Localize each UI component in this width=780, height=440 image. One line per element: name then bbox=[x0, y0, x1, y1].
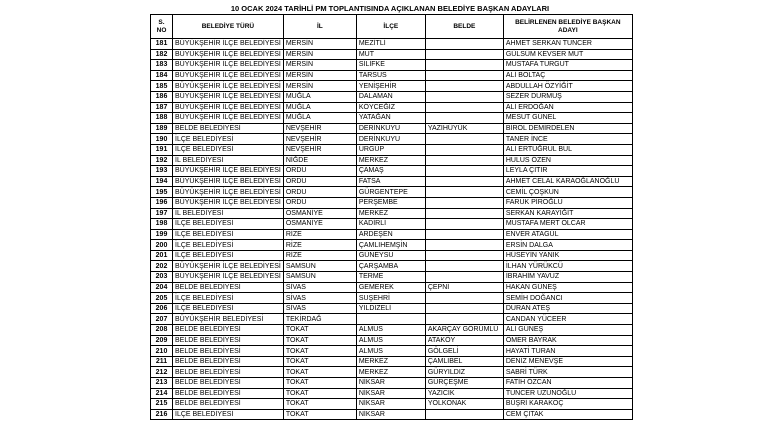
cell-belde: GÜRYILDIZ bbox=[425, 367, 503, 378]
cell-belde bbox=[425, 134, 503, 145]
cell-belde bbox=[425, 272, 503, 283]
cell-ilce: ÇAMLIHEMŞİN bbox=[356, 240, 425, 251]
cell-belde bbox=[425, 49, 503, 60]
cell-no: 204 bbox=[151, 282, 173, 293]
cell-no: 214 bbox=[151, 388, 173, 399]
cell-belde: YAZICIK bbox=[425, 388, 503, 399]
cell-no: 185 bbox=[151, 81, 173, 92]
cell-il: TOKAT bbox=[283, 409, 356, 420]
cell-il: NEVŞEHİR bbox=[283, 134, 356, 145]
cell-belde bbox=[425, 303, 503, 314]
cell-il: SİVAS bbox=[283, 293, 356, 304]
cell-belediye-turu: BÜYÜKŞEHİR İLÇE BELEDİYESİ bbox=[173, 197, 284, 208]
cell-belediye-turu: BÜYÜKŞEHİR İLÇE BELEDİYESİ bbox=[173, 166, 284, 177]
table-row bbox=[151, 409, 633, 420]
cell-il: SİVAS bbox=[283, 303, 356, 314]
cell-no: 213 bbox=[151, 378, 173, 389]
cell-ilce: MUT bbox=[356, 49, 425, 60]
cell-belediye-turu: BELDE BELEDİYESİ bbox=[173, 325, 284, 336]
cell-ilce: MEZİTLİ bbox=[356, 39, 425, 50]
cell-belediye-turu: İLÇE BELEDİYESİ bbox=[173, 409, 284, 420]
cell-ilce: FATSA bbox=[356, 176, 425, 187]
cell-belediye-turu: İLÇE BELEDİYESİ bbox=[173, 134, 284, 145]
cell-no: 197 bbox=[151, 208, 173, 219]
cell-belediye-turu: BELDE BELEDİYESİ bbox=[173, 282, 284, 293]
cell-belediye-turu: BÜYÜKŞEHİR İLÇE BELEDİYESİ bbox=[173, 176, 284, 187]
cell-no: 199 bbox=[151, 229, 173, 240]
cell-belde: GÖLGELİ bbox=[425, 346, 503, 357]
cell-aday: FATİH ÖZCAN bbox=[503, 378, 632, 389]
table-row bbox=[151, 91, 633, 102]
cell-no: 206 bbox=[151, 303, 173, 314]
cell-il: RİZE bbox=[283, 229, 356, 240]
cell-aday: CANDAN YÜCEER bbox=[503, 314, 632, 325]
cell-no: 195 bbox=[151, 187, 173, 198]
cell-aday: AHMET CELAL KARAOĞLANOĞLU bbox=[503, 176, 632, 187]
header-belediye-turu: BELEDİYE TÜRÜ bbox=[173, 15, 284, 39]
cell-belediye-turu: BELDE BELEDİYESİ bbox=[173, 399, 284, 410]
table-row bbox=[151, 134, 633, 145]
cell-ilce: ÇARŞAMBA bbox=[356, 261, 425, 272]
cell-il: TOKAT bbox=[283, 325, 356, 336]
table-row bbox=[151, 155, 633, 166]
cell-belediye-turu: İLÇE BELEDİYESİ bbox=[173, 293, 284, 304]
cell-belde bbox=[425, 91, 503, 102]
cell-il: OSMANİYE bbox=[283, 219, 356, 230]
table-row bbox=[151, 240, 633, 251]
cell-il: SİVAS bbox=[283, 282, 356, 293]
cell-belde bbox=[425, 197, 503, 208]
cell-ilce: ALMUS bbox=[356, 335, 425, 346]
table-row bbox=[151, 102, 633, 113]
cell-ilce: MERKEZ bbox=[356, 155, 425, 166]
cell-belde: ÇAMLIBEL bbox=[425, 356, 503, 367]
cell-il: TOKAT bbox=[283, 335, 356, 346]
cell-no: 181 bbox=[151, 39, 173, 50]
cell-ilce: MERKEZ bbox=[356, 367, 425, 378]
table-row bbox=[151, 378, 633, 389]
cell-aday: SEMİH DOĞANCI bbox=[503, 293, 632, 304]
cell-belediye-turu: BÜYÜKŞEHİR İLÇE BELEDİYESİ bbox=[173, 261, 284, 272]
cell-il: SAMSUN bbox=[283, 261, 356, 272]
cell-no: 187 bbox=[151, 102, 173, 113]
cell-ilce: SİLİFKE bbox=[356, 60, 425, 71]
cell-il: MUĞLA bbox=[283, 91, 356, 102]
cell-il: NİĞDE bbox=[283, 155, 356, 166]
cell-belediye-turu: BELDE BELEDİYESİ bbox=[173, 388, 284, 399]
cell-aday: SABRİ TÜRK bbox=[503, 367, 632, 378]
cell-aday: İLHAN YÜRÜKCÜ bbox=[503, 261, 632, 272]
cell-no: 193 bbox=[151, 166, 173, 177]
cell-aday: MESUT GÜNEL bbox=[503, 113, 632, 124]
cell-ilce: NİKSAR bbox=[356, 399, 425, 410]
cell-aday: ALİ BOLTAÇ bbox=[503, 70, 632, 81]
cell-belediye-turu: BÜYÜKŞEHİR İLÇE BELEDİYESİ bbox=[173, 102, 284, 113]
cell-ilce: NİKSAR bbox=[356, 388, 425, 399]
cell-il: TOKAT bbox=[283, 346, 356, 357]
cell-aday: HAYATİ TURAN bbox=[503, 346, 632, 357]
cell-no: 190 bbox=[151, 134, 173, 145]
cell-no: 194 bbox=[151, 176, 173, 187]
table-row bbox=[151, 166, 633, 177]
cell-ilce: GÜNEYSU bbox=[356, 250, 425, 261]
table-row bbox=[151, 219, 633, 230]
cell-il: OSMANİYE bbox=[283, 208, 356, 219]
cell-no: 210 bbox=[151, 346, 173, 357]
cell-belde: YAZIHÜYÜK bbox=[425, 123, 503, 134]
table-row bbox=[151, 197, 633, 208]
cell-aday: CEM ÇITAK bbox=[503, 409, 632, 420]
cell-ilce: MERKEZ bbox=[356, 356, 425, 367]
cell-belediye-turu: İLÇE BELEDİYESİ bbox=[173, 144, 284, 155]
cell-no: 191 bbox=[151, 144, 173, 155]
cell-belediye-turu: İL BELEDİYESİ bbox=[173, 208, 284, 219]
table-row bbox=[151, 335, 633, 346]
table-row bbox=[151, 399, 633, 410]
cell-belde: ATAKÖY bbox=[425, 335, 503, 346]
cell-no: 209 bbox=[151, 335, 173, 346]
cell-il: MERSİN bbox=[283, 81, 356, 92]
cell-belediye-turu: BELDE BELEDİYESİ bbox=[173, 378, 284, 389]
cell-il: TOKAT bbox=[283, 367, 356, 378]
cell-aday: SEZER DURMUŞ bbox=[503, 91, 632, 102]
cell-ilce: ÜRGÜP bbox=[356, 144, 425, 155]
cell-belde bbox=[425, 144, 503, 155]
cell-ilce: ÇAMAŞ bbox=[356, 166, 425, 177]
cell-ilce: TERME bbox=[356, 272, 425, 283]
table-row bbox=[151, 81, 633, 92]
cell-il: TOKAT bbox=[283, 399, 356, 410]
cell-aday: ENVER ATAGÜL bbox=[503, 229, 632, 240]
cell-belde bbox=[425, 409, 503, 420]
cell-il: TOKAT bbox=[283, 378, 356, 389]
table-row bbox=[151, 250, 633, 261]
cell-aday: FARUK PİROĞLU bbox=[503, 197, 632, 208]
cell-no: 188 bbox=[151, 113, 173, 124]
cell-belde bbox=[425, 187, 503, 198]
cell-belde bbox=[425, 113, 503, 124]
cell-il: RİZE bbox=[283, 250, 356, 261]
cell-aday: ALİ ERTUĞRUL BUL bbox=[503, 144, 632, 155]
cell-ilce: YATAĞAN bbox=[356, 113, 425, 124]
header-no: S. NO bbox=[151, 15, 173, 39]
cell-ilce: GÜRGENTEPE bbox=[356, 187, 425, 198]
table-row bbox=[151, 229, 633, 240]
cell-no: 182 bbox=[151, 49, 173, 60]
cell-ilce: NİKSAR bbox=[356, 378, 425, 389]
cell-ilce: DERİNKUYU bbox=[356, 134, 425, 145]
cell-il: MERSİN bbox=[283, 70, 356, 81]
cell-aday: DURAN ATEŞ bbox=[503, 303, 632, 314]
cell-belediye-turu: BÜYÜKŞEHİR İLÇE BELEDİYESİ bbox=[173, 113, 284, 124]
cell-il: MERSİN bbox=[283, 60, 356, 71]
cell-aday: HAKAN GÜNEŞ bbox=[503, 282, 632, 293]
cell-no: 192 bbox=[151, 155, 173, 166]
cell-ilce: MERKEZ bbox=[356, 208, 425, 219]
header-belde: BELDE bbox=[425, 15, 503, 39]
table-row bbox=[151, 325, 633, 336]
cell-aday: MUSTAFA MERT OLCAR bbox=[503, 219, 632, 230]
table-row bbox=[151, 293, 633, 304]
cell-ilce: YILDIZELİ bbox=[356, 303, 425, 314]
cell-no: 184 bbox=[151, 70, 173, 81]
cell-belde bbox=[425, 60, 503, 71]
table-row bbox=[151, 176, 633, 187]
cell-no: 212 bbox=[151, 367, 173, 378]
cell-aday: GÜLSÜM KEVSER MUT bbox=[503, 49, 632, 60]
cell-belediye-turu: BÜYÜKŞEHİR İLÇE BELEDİYESİ bbox=[173, 49, 284, 60]
table-row bbox=[151, 272, 633, 283]
table-row bbox=[151, 39, 633, 50]
cell-il: SAMSUN bbox=[283, 272, 356, 283]
cell-aday: TUNCER UZUNOĞLU bbox=[503, 388, 632, 399]
cell-aday: ALİ GÜNEŞ bbox=[503, 325, 632, 336]
cell-belde bbox=[425, 208, 503, 219]
cell-belde bbox=[425, 176, 503, 187]
cell-belediye-turu: BÜYÜKŞEHİR İLÇE BELEDİYESİ bbox=[173, 272, 284, 283]
cell-aday: DENİZ MENEVŞE bbox=[503, 356, 632, 367]
cell-no: 208 bbox=[151, 325, 173, 336]
cell-aday: SERKAN KARAYİĞİT bbox=[503, 208, 632, 219]
cell-il: TEKİRDAĞ bbox=[283, 314, 356, 325]
cell-il: ORDU bbox=[283, 176, 356, 187]
cell-belde bbox=[425, 219, 503, 230]
cell-il: NEVŞEHİR bbox=[283, 144, 356, 155]
cell-no: 196 bbox=[151, 197, 173, 208]
cell-il: NEVŞEHİR bbox=[283, 123, 356, 134]
cell-no: 215 bbox=[151, 399, 173, 410]
cell-il: ORDU bbox=[283, 187, 356, 198]
table-row bbox=[151, 356, 633, 367]
cell-belediye-turu: BELDE BELEDİYESİ bbox=[173, 346, 284, 357]
cell-il: MERSİN bbox=[283, 39, 356, 50]
cell-aday: ERSİN DALGA bbox=[503, 240, 632, 251]
cell-ilce: DERİNKUYU bbox=[356, 123, 425, 134]
cell-no: 216 bbox=[151, 409, 173, 420]
table-row bbox=[151, 123, 633, 134]
cell-ilce: KADİRLİ bbox=[356, 219, 425, 230]
cell-aday: ALİ ERDOĞAN bbox=[503, 102, 632, 113]
cell-il: MUĞLA bbox=[283, 113, 356, 124]
cell-ilce: ALMUS bbox=[356, 325, 425, 336]
cell-no: 203 bbox=[151, 272, 173, 283]
cell-il: ORDU bbox=[283, 166, 356, 177]
cell-belde bbox=[425, 240, 503, 251]
cell-belediye-turu: BÜYÜKŞEHİR İLÇE BELEDİYESİ bbox=[173, 91, 284, 102]
cell-belde bbox=[425, 229, 503, 240]
cell-ilce: PERŞEMBE bbox=[356, 197, 425, 208]
cell-ilce: SUŞEHRİ bbox=[356, 293, 425, 304]
page-title: 10 OCAK 2024 TARİHLİ PM TOPLANTISINDA AÇIKLANAN BELEDİYE BAŞKAN ADAYLARI bbox=[230, 4, 550, 13]
header-il: İL bbox=[283, 15, 356, 39]
cell-belediye-turu: BÜYÜKŞEHİR BELEDİYESİ bbox=[173, 314, 284, 325]
table-row bbox=[151, 113, 633, 124]
cell-ilce: DALAMAN bbox=[356, 91, 425, 102]
cell-no: 205 bbox=[151, 293, 173, 304]
table-row bbox=[151, 388, 633, 399]
cell-il: MERSİN bbox=[283, 49, 356, 60]
cell-il: TOKAT bbox=[283, 356, 356, 367]
cell-belediye-turu: BELDE BELEDİYESİ bbox=[173, 367, 284, 378]
cell-no: 201 bbox=[151, 250, 173, 261]
cell-il: MUĞLA bbox=[283, 102, 356, 113]
header-aday: BELİRLENEN BELEDİYE BAŞKAN ADAYI bbox=[503, 15, 632, 39]
cell-belediye-turu: İLÇE BELEDİYESİ bbox=[173, 250, 284, 261]
cell-belde: YOLKONAK bbox=[425, 399, 503, 410]
cell-belediye-turu: BELDE BELEDİYESİ bbox=[173, 356, 284, 367]
cell-belediye-turu: İL BELEDİYESİ bbox=[173, 155, 284, 166]
cell-belde bbox=[425, 261, 503, 272]
cell-no: 186 bbox=[151, 91, 173, 102]
cell-no: 200 bbox=[151, 240, 173, 251]
cell-belde bbox=[425, 293, 503, 304]
table-row bbox=[151, 187, 633, 198]
cell-belediye-turu: İLÇE BELEDİYESİ bbox=[173, 240, 284, 251]
cell-il: TOKAT bbox=[283, 388, 356, 399]
header-ilce: İLÇE bbox=[356, 15, 425, 39]
cell-belde bbox=[425, 314, 503, 325]
cell-belediye-turu: İLÇE BELEDİYESİ bbox=[173, 219, 284, 230]
table-row bbox=[151, 303, 633, 314]
cell-ilce: NİKSAR bbox=[356, 409, 425, 420]
cell-belediye-turu: BÜYÜKŞEHİR İLÇE BELEDİYESİ bbox=[173, 70, 284, 81]
cell-belde bbox=[425, 166, 503, 177]
cell-belde bbox=[425, 81, 503, 92]
cell-ilce: GEMEREK bbox=[356, 282, 425, 293]
table-row bbox=[151, 282, 633, 293]
cell-ilce bbox=[356, 314, 425, 325]
cell-il: RİZE bbox=[283, 240, 356, 251]
cell-aday: LEYLA ÇITIR bbox=[503, 166, 632, 177]
cell-belde: AKARÇAY GÖRÜMLÜ bbox=[425, 325, 503, 336]
cell-aday: İBRAHİM YAVUZ bbox=[503, 272, 632, 283]
table-row bbox=[151, 314, 633, 325]
cell-belde bbox=[425, 70, 503, 81]
cell-belediye-turu: BÜYÜKŞEHİR İLÇE BELEDİYESİ bbox=[173, 81, 284, 92]
cell-il: ORDU bbox=[283, 197, 356, 208]
cell-ilce: TARSUS bbox=[356, 70, 425, 81]
cell-belediye-turu: İLÇE BELEDİYESİ bbox=[173, 303, 284, 314]
cell-belediye-turu: İLÇE BELEDİYESİ bbox=[173, 229, 284, 240]
table-header bbox=[151, 15, 633, 39]
cell-no: 198 bbox=[151, 219, 173, 230]
cell-belediye-turu: BELDE BELEDİYESİ bbox=[173, 335, 284, 346]
cell-belde bbox=[425, 250, 503, 261]
table-row bbox=[151, 367, 633, 378]
cell-aday: AHMET SERKAN TUNCER bbox=[503, 39, 632, 50]
cell-aday: MUSTAFA TURGUT bbox=[503, 60, 632, 71]
cell-aday: ABDULLAH ÖZYİĞİT bbox=[503, 81, 632, 92]
cell-belde: GÜRÇEŞME bbox=[425, 378, 503, 389]
table-row bbox=[151, 261, 633, 272]
cell-no: 189 bbox=[151, 123, 173, 134]
table-row bbox=[151, 49, 633, 60]
cell-aday: ÖMER BAYRAK bbox=[503, 335, 632, 346]
cell-belde bbox=[425, 102, 503, 113]
cell-aday: CEMİL ÇOŞKUN bbox=[503, 187, 632, 198]
cell-belde bbox=[425, 155, 503, 166]
cell-aday: BÜŞRİ KARAKOÇ bbox=[503, 399, 632, 410]
table-body bbox=[151, 39, 633, 420]
cell-ilce: YENİŞEHİR bbox=[356, 81, 425, 92]
cell-belde bbox=[425, 39, 503, 50]
table-row bbox=[151, 208, 633, 219]
cell-aday: HULUS ÖZEN bbox=[503, 155, 632, 166]
cell-aday: BİROL DEMİRDELEN bbox=[503, 123, 632, 134]
cell-belediye-turu: BÜYÜKŞEHİR İLÇE BELEDİYESİ bbox=[173, 60, 284, 71]
cell-no: 183 bbox=[151, 60, 173, 71]
table-row bbox=[151, 70, 633, 81]
cell-no: 211 bbox=[151, 356, 173, 367]
cell-aday: TANER İNCE bbox=[503, 134, 632, 145]
cell-belde: ÇEPNİ bbox=[425, 282, 503, 293]
table-row bbox=[151, 60, 633, 71]
cell-belediye-turu: BÜYÜKŞEHİR İLÇE BELEDİYESİ bbox=[173, 187, 284, 198]
cell-ilce: KÖYCEĞİZ bbox=[356, 102, 425, 113]
table-row bbox=[151, 144, 633, 155]
candidates-table bbox=[150, 14, 633, 420]
table-row bbox=[151, 346, 633, 357]
cell-belediye-turu: BELDE BELEDİYESİ bbox=[173, 123, 284, 134]
cell-no: 202 bbox=[151, 261, 173, 272]
cell-ilce: ALMUS bbox=[356, 346, 425, 357]
cell-aday: HÜSEYİN YANIK bbox=[503, 250, 632, 261]
cell-ilce: ARDEŞEN bbox=[356, 229, 425, 240]
cell-belediye-turu: BÜYÜKŞEHİR İLÇE BELEDİYESİ bbox=[173, 39, 284, 50]
cell-no: 207 bbox=[151, 314, 173, 325]
